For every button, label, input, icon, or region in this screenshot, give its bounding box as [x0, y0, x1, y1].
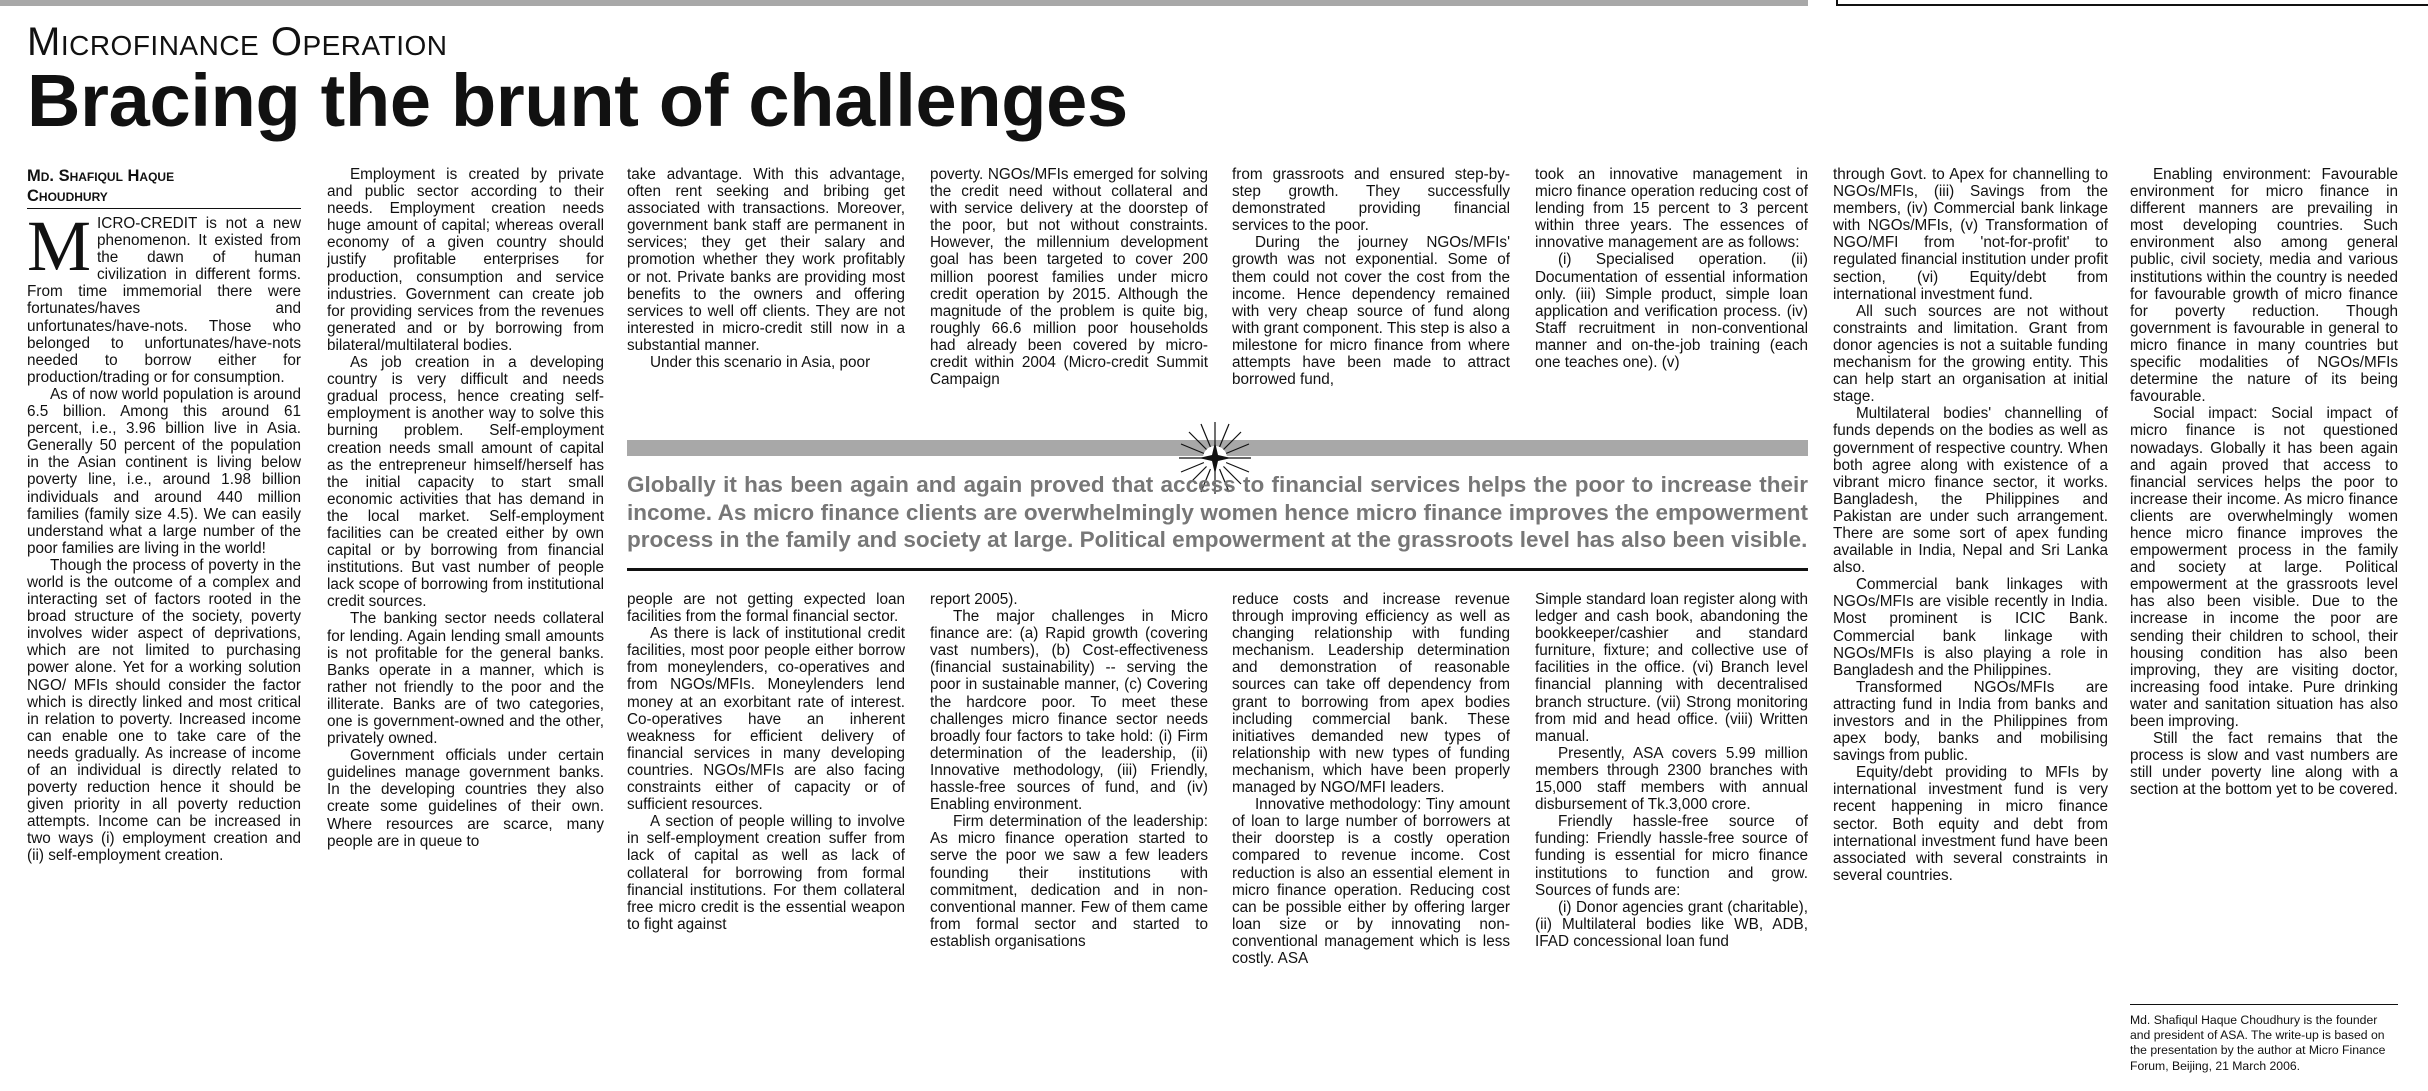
- column-4-bottom: [930, 591, 1208, 1046]
- col6bot-paragraph-2: Presently, ASA covers 5.99 million members through 2300 branches with 15,000 staff members with annual disbursement of Tk.3,000 crore.: [1535, 744, 1808, 814]
- col5top-paragraph-1: from grassroots and ensured step-by-step growth. They successfully demonstrated providing financial services to the poor.: [1232, 166, 1510, 235]
- headline: Bracing the brunt of challenges: [27, 59, 1128, 142]
- col8-paragraph-2: Social impact: Social impact of micro finance is not questioned nowadays. Globally it has been again and again proved that access to financial services helps the poor to increase their income. As micro finance clients are overwhelmingly women hence micro finance improves the empowerment process in the family and society at large. Political empowerment at the grassroots level has also been visible. Due to the increase in income the poor are sending their children to school, their housing condition has also been improving, they are visiting doctor, increasing food intake. Pure drinking water and sanitation situation has also been improving.: [2130, 405, 2398, 730]
- column-1: [27, 166, 301, 1046]
- col5bot-paragraph-1: reduce costs and increase revenue through improving efficiency as well as changing relationship with funding mechanism. Leadership determination and demonstration of reasonable sources can take off dependency from grant to borrowing from apex bodies including commercial bank. These initiatives demanded new types of relationship with new types of funding mechanism, which have been properly managed by NGO/MFI leaders.: [1232, 591, 1510, 797]
- column-3-top: [627, 166, 905, 434]
- col3top-paragraph-1: take advantage. With this advantage, often rent seeking and bribing get associated with transactions. Moreover, government bank staff are permanent in services; they get their salary and promotion whether they work profitably or not. Private banks are providing most benefits to the owners and offering services to well off clients. They are not interested in micro-credit still now in a substantial manner.: [627, 166, 905, 354]
- column-4-top: [930, 166, 1208, 434]
- section-kicker: Microfinance Operation: [27, 20, 448, 64]
- col6top-paragraph-2: (i) Specialised operation. (ii) Documentation of essential information only. (iii) Simple product, simple loan application and verification process. (iv) Staff recruitment in non-conventional manner and on-the-job training (each one teaches one). (v): [1535, 251, 1808, 372]
- col3bot-paragraph-1: people are not getting expected loan facilities from the formal financial sector.: [627, 591, 905, 626]
- pullquote-bottom-rule: [627, 568, 1808, 571]
- col1-paragraph-2: As of now world population is around 6.5 billion. Among this around 61 percent, i.e., 3.96 billion live in Asia. Generally 50 percent of the population in the Asian continent is living below poverty line, i.e., around 1.98 billion individuals and around 440 million families (family size 4.5). We can easily understand what a large number of the poor families are living in the world!: [27, 385, 301, 557]
- col8-paragraph-1: Enabling environment: Favourable environment for micro finance in different manners are prevailing in most developing countries. Such environment also among general public, civil society, media and various institutions within the country is needed for favourable growth of micro finance for poverty reduction. Though government is favourable in general to micro finance in many countries but specific modalities of NGOs/MFIs determine the nature of its being favourable.: [2130, 166, 2398, 406]
- col5bot-paragraph-2: Innovative methodology: Tiny amount of loan to large number of borrowers at their doorstep is a costly operation compared to revenue income. Cost reduction is also an essential element in micro finance operation. Reducing cost can be possible either by offering larger loan size or by innovating non-conventional management which is less costly. ASA: [1232, 796, 1510, 967]
- col2-paragraph-3: The banking sector needs collateral for lending. Again lending small amounts is not profitable for the general banks. Banks operate in a manner, which is rather not friendly to the poor and the illiterate. Banks are of two categories, one is government-owned and the other, privately owned.: [327, 610, 604, 748]
- byline: [27, 166, 301, 209]
- col4bot-paragraph-1: report 2005).: [930, 591, 1018, 608]
- col6top-paragraph-1: took an innovative management in micro finance operation reducing cost of lending from 15 percent to 3 percent within three years. The essences of innovative management are as follows:: [1535, 166, 1808, 252]
- column-5-top: [1232, 166, 1510, 434]
- col2-paragraph-2: As job creation in a developing country is very difficult and needs gradual process, hence creating self-employment is another way to solve this burning problem. Self-employment creation needs small amount of capital as the entrepreneur himself/herself has the initial capacity to start small economic activities that has demand in the local market. Self-employment facilities can be created either by own capital or by borrowing from financial institutions. But vast number of people lack scope of borrowing from institutional credit sources.: [327, 354, 604, 611]
- col7-paragraph-1: through Govt. to Apex for channelling to NGOs/MFIs, (iii) Savings from the members, (iv) Commercial bank linkage with NGOs/MFIs, (v) Transformation of NGO/MFI from 'not-for-profit' to regulated financial institution under profit section, (vi) Equity/debt from international investment fund.: [1833, 166, 2108, 303]
- column-2: [327, 166, 604, 1046]
- col3bot-paragraph-2: As there is lack of institutional credit facilities, most poor people either borrow from moneylenders, co-operatives and from NGOs/MFIs. Moneylenders lend money at an exorbitant rate of interest. Co-operatives have an inherent weakness for efficient delivery of financial services in many developing countries. NGOs/MFIs are also facing constraints either of capacity or of sufficient resources.: [627, 625, 905, 814]
- column-8: [2130, 166, 2398, 996]
- column-3-bottom: [627, 591, 905, 1046]
- col7-paragraph-2: All such sources are not without constraints and limitation. Grant from donor agencies is not a suitable funding mechanism for the growing entity. This can help start an organisation at initial stage.: [1833, 302, 2108, 406]
- col7-paragraph-3: Multilateral bodies' channelling of funds depends on the bodies as well as government of respective country. When both agree along with existence of a vibrant micro finance sector, it works. Bangladesh, the Philippines and Pakistan are under such arrangement. There are some sort of apex funding available in India, Nepal and Sri Lanka also.: [1833, 405, 2108, 577]
- byline-name-2: Choudhury: [27, 187, 108, 205]
- col6bot-paragraph-1: Simple standard loan register along with ledger and cash book, abandoning the bookkeeper/cashier and standard furniture, fixture; and collective use of facilities in the office. (vi) Branch level financial planning with decentralised branch structure. (vii) Strong monitoring from mid and head office. (viii) Written manual.: [1535, 591, 1808, 745]
- top-box-frame: [1836, 0, 2428, 6]
- col1-paragraph-1: [27, 206, 301, 386]
- col6bot-paragraph-4: (i) Donor agencies grant (charitable), (ii) Multilateral bodies like WB, ADB, IFAD concessional loan fund: [1535, 898, 1808, 950]
- col6bot-paragraph-3: Friendly hassle-free source of funding: Friendly hassle-free source of funding is essential for micro finance institutions to function and grow. Sources of funds are:: [1535, 813, 1808, 899]
- col4bot-paragraph-3: Firm determination of the leadership: As micro finance operation started to serve the poor we saw a few leaders founding their institutions with commitment, dedication and in non-conventional manner. Few of them came from formal sector and started to establish organisations: [930, 813, 1208, 950]
- column-6-top: [1535, 166, 1808, 434]
- byline-name-1: Md. Shafiqul Haque: [27, 167, 175, 185]
- col2-paragraph-4: Government officials under certain guidelines manage government banks. In the developing countries they also create some guidelines of their own. Where resources are scarce, many people are in queue to: [327, 747, 604, 850]
- col8-paragraph-3: Still the fact remains that the process is slow and vast numbers are still under poverty line along with a section at the bottom yet to be covered.: [2130, 730, 2398, 799]
- author-footnote: Md. Shafiqul Haque Choudhury is the founder and president of ASA. The write-up is based on the presentation by the author at Micro Finance Forum, Beijing, 21 March 2006.: [2130, 1004, 2398, 1074]
- col2-paragraph-1: Employment is created by private and public sector according to their needs. Employment creation needs huge amount of capital; whereas overall economy of a given country should justify profitable enterprises for production, consumption and service industries. Government can create job for providing services from the revenues generated and or by borrowing from bilateral/multilateral bodies.: [327, 166, 604, 354]
- col7-paragraph-6: Equity/debt providing to MFIs by international investment fund is very recent happening in micro finance sector. Both equity and debt from international investment fund have been associated with several constraints in several countries.: [1833, 764, 2108, 884]
- column-5-bottom: [1232, 591, 1510, 1046]
- col3top-paragraph-2: Under this scenario in Asia, poor: [649, 354, 871, 372]
- pull-quote: Globally it has been again and again proved that access to financial services helps the poor to increase their income. As micro finance clients are overwhelmingly women hence micro finance improves the empowerment process in the family and society at large. Political empowerment at the grassroots level has also been visible.: [627, 472, 1808, 552]
- drop-cap: M: [27, 206, 92, 286]
- col1-p1-text: ICRO-CREDIT is not a new phenomenon. It existed from the dawn of human civilization in different forms. From time immemorial there were fortunates/haves and unfortunates/have-nots. Those who belonged to unfortunates/have-nots needed to borrow either for production/trading or for consumption.: [27, 215, 301, 386]
- col7-paragraph-5: Transformed NGOs/MFIs are attracting fund in India from banks and investors and in the Philippines from apex body, banks and mobilising savings from public.: [1833, 678, 2108, 765]
- top-rule: [0, 0, 1808, 6]
- col1-paragraph-3: Though the process of poverty in the world is the outcome of a complex and interacting set of factors rooted in the broad structure of the society, poverty involves wider aspect of deprivations, which are not limited to purchasing power alone. Yet for a working solution NGO/ MFIs should consider the factor which is directly linked and most critical in relation to poverty. Increased income can enable one to take care of the needs gradually. As increase of income of an individual is directly related to poverty reduction hence it should be given priority in all poverty reduction attempts. Income can be increased in two ways (i) employment creation and (ii) self-employment creation.: [27, 556, 301, 865]
- col7-paragraph-4: Commercial bank linkages with NGOs/MFIs are visible recently in India. Most prominent is ICIC Bank. Commercial bank linkage with NGOs/MFIs is also playing a role in Bangladesh and the Philippines.: [1833, 576, 2108, 679]
- column-7: [1833, 166, 2108, 1046]
- col4top-paragraph-1: poverty. NGOs/MFIs emerged for solving the credit need without collateral and with service delivery at the doorstep of the poor, but not without constraints. However, the millennium development goal has been targeted to cover 200 million poorest families under micro credit operation by 2015. Although the magnitude of the problem is quite big, roughly 66.6 million poor households had already been covered by micro-credit within 2004 (Micro-credit Summit Campaign: [930, 166, 1208, 389]
- column-6-bottom: [1535, 591, 1808, 1046]
- col3bot-paragraph-3: A section of people willing to involve in self-employment creation suffer from lack of capital as well as lack of collateral for borrowing from formal financial institutions. For them collateral free micro credit is the essential weapon to fight against: [627, 813, 905, 933]
- col5top-paragraph-2: During the journey NGOs/MFIs' growth was not exponential. Some of them could not cover the cost from the income. Hence dependency remained with very cheap source of fund along with grant component. This step is also a milestone for micro finance from where attempts have been made to attract borrowed fund,: [1232, 234, 1510, 389]
- col4bot-paragraph-2: The major challenges in Micro finance are: (a) Rapid growth (covering vast numbers), (b) Cost-effectiveness (financial sustainability) -- serving the poor in sustainable manner, (c) Covering the hardcore poor. To meet these challenges micro finance sector needs broadly four factors to take hold: (i) Firm determination of the leadership, (ii) Innovative methodology, (iii) Friendly, hassle-free sources of fund, and (iv) Enabling environment.: [930, 608, 1208, 814]
